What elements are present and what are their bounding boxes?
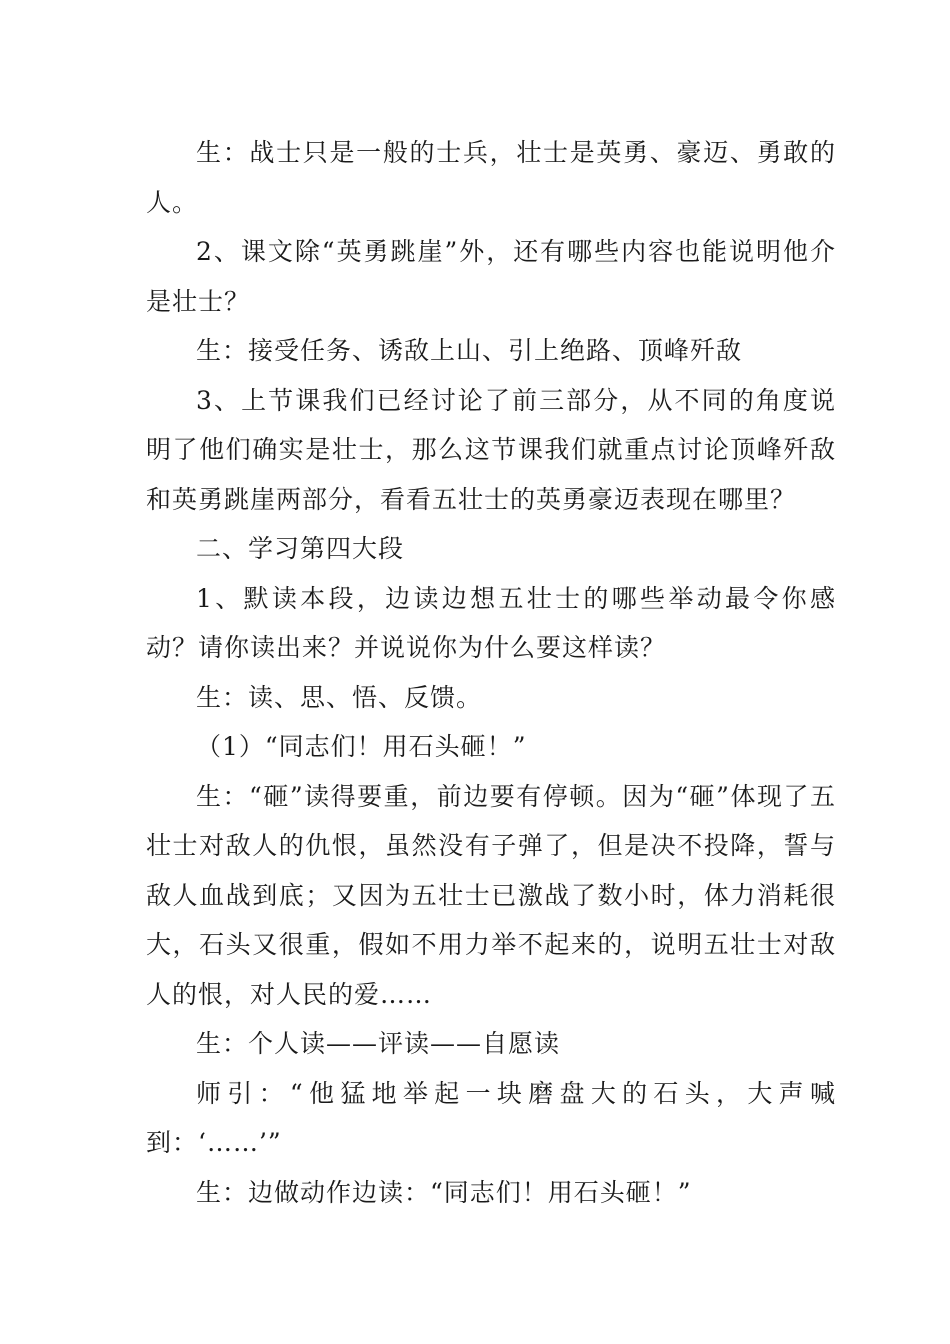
paragraph-student-action-reading: 生：边做动作边读：“同志们！用石头砸！”: [196, 1177, 692, 1207]
paragraph-student-answer-soldier: 生：战士只是一般的士兵，壮士是英勇、豪迈、勇敢的人。: [146, 138, 836, 217]
paragraph-student-answer-tasks: 生：接受任务、诱敌上山、引上绝路、顶峰歼敌: [196, 336, 743, 365]
paragraph-quote-1: （1）“同志们！用石头砸！”: [196, 732, 527, 761]
document-body: [146, 128, 836, 1217]
paragraph-instruction-1: 1、默读本段，边读边想五壮士的哪些举动最令你感动？请你读出来？并说说你为什么要这样读？: [146, 583, 836, 662]
paragraph-reading-methods: 生：个人读——评读——自愿读: [196, 1029, 561, 1058]
paragraph-teacher-prompt: 师引：“他猛地举起一块磨盘大的石头，大声喊到：‘……’”: [146, 1078, 836, 1157]
section-heading-part-four: 二、学习第四大段: [196, 534, 405, 563]
paragraph-question-3: 3、上节课我们已经讨论了前三部分，从不同的角度说明了他们确实是壮士，那么这节课我们就重点讨论顶峰歼敌和英勇跳崖两部分，看看五壮士的英勇豪迈表现在哪里？: [146, 385, 836, 514]
paragraph-student-feedback: 生：读、思、悟、反馈。: [196, 682, 483, 712]
paragraph-student-analysis: 生：“砸”读得要重，前边要有停顿。因为“砸”体现了五壮士对敌人的仇恨，虽然没有子弹了，但是决不投降，誓与敌人血战到底；又因为五壮士已激战了数小时，体力消耗很大，石头又很重，假如不用力举不起来的，说明五壮士对敌人的恨，对人民的爱……: [146, 781, 836, 1009]
paragraph-question-2: 2、课文除“英勇跳崖”外，还有哪些内容也能说明他介是壮士？: [146, 237, 836, 316]
